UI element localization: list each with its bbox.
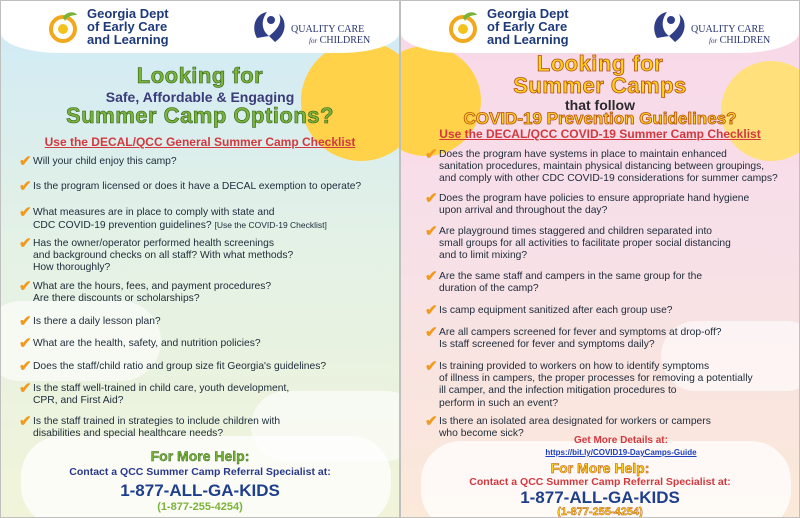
- checkmark-icon: ✔: [425, 413, 438, 430]
- checkmark-icon: ✔: [19, 335, 32, 352]
- help-phone-numeric[interactable]: (1-877-255-4254): [157, 501, 243, 513]
- decal-logo-text: Georgia Dept of Early Care and Learning: [87, 6, 169, 47]
- qcc-logo-text: QUALITY CARE for CHILDREN: [691, 24, 771, 46]
- checklist-note: [Use the COVID-19 Checklist]: [214, 220, 327, 231]
- details-title: Get More Details at:: [574, 435, 668, 446]
- help-title: For More Help:: [550, 460, 650, 476]
- checkmark-icon: ✔: [19, 413, 32, 430]
- checklist-item: ✔ Does the staff/child ratio and group size fit Georgia's guidelines?: [19, 358, 327, 375]
- checklist-item: ✔ Is there an isolated area designated for workers or campers who become sick?: [425, 413, 711, 440]
- headline-line-2: Safe, Affordable & Engaging: [105, 89, 295, 105]
- checklist-item: ✔ What are the hours, fees, and payment procedures? Are there discounts or scholarships?: [19, 278, 272, 305]
- help-phone[interactable]: 1-877-ALL-GA-KIDS: [520, 488, 680, 507]
- checklist-title: Use the DECAL/QCC General Summer Camp Checklist: [44, 135, 356, 149]
- checkmark-icon: ✔: [425, 268, 438, 285]
- checklist-item: ✔ Does the program have policies to ensure appropriate hand hygiene upon arrival and throughout the day?: [425, 190, 750, 217]
- decal-logo-icon: [447, 9, 483, 45]
- checklist: [425, 146, 795, 449]
- checkmark-icon: ✔: [425, 223, 438, 240]
- checkmark-icon: ✔: [425, 190, 438, 207]
- checkmark-icon: ✔: [425, 358, 438, 375]
- checkmark-icon: ✔: [19, 358, 32, 375]
- checkmark-icon: ✔: [19, 235, 32, 252]
- headline-line-3: that follow: [565, 97, 635, 113]
- checkmark-icon: ✔: [19, 313, 32, 330]
- checklist-item: ✔ Is the program licensed or does it have a DECAL exemption to operate?: [19, 178, 362, 195]
- checkmark-icon: ✔: [19, 380, 32, 397]
- checklist-item: ✔ Has the owner/operator performed health screenings and background checks on all staff? With what methods? How thoroughly?: [19, 235, 294, 274]
- headline-line-1: Looking for: [536, 51, 664, 76]
- checklist-item: ✔ Are the same staff and campers in the same group for the duration of the camp?: [425, 268, 703, 295]
- checklist: [19, 153, 399, 456]
- checklist-item: ✔ Is the staff trained in strategies to include children with disabilities and special healthcare needs?: [19, 413, 281, 440]
- help-contact: Contact a QCC Summer Camp Referral Specialist at:: [69, 466, 331, 478]
- qcc-logo-icon: [249, 8, 289, 46]
- checkmark-icon: ✔: [19, 178, 32, 195]
- checklist-item: ✔ Is there a daily lesson plan?: [19, 313, 161, 330]
- help-phone-numeric[interactable]: (1-877-255-4254): [557, 506, 643, 518]
- checklist-item: ✔ Are all campers screened for fever and symptoms at drop-off? Is staff screened for fever and symptoms daily?: [425, 324, 722, 351]
- decal-logo-icon: [47, 9, 83, 45]
- checklist-item: ✔ What are the health, safety, and nutrition policies?: [19, 335, 261, 352]
- checklist-item: ✔ Is camp equipment sanitized after each group use?: [425, 302, 673, 319]
- help-contact: Contact a QCC Summer Camp Referral Specialist at:: [469, 476, 731, 488]
- checklist-item: ✔ Is the staff well-trained in child care, youth development, CPR, and First Aid?: [19, 380, 290, 407]
- checklist-item: ✔ Will your child enjoy this camp?: [19, 153, 177, 170]
- covid-checklist-flyer: [400, 0, 800, 518]
- checklist-title: Use the DECAL/QCC COVID-19 Summer Camp Checklist: [439, 127, 761, 141]
- checkmark-icon: ✔: [19, 204, 32, 221]
- headline-line-4: COVID-19 Prevention Guidelines?: [463, 109, 737, 128]
- details-link[interactable]: https://bit.ly/COVID19-DayCamps-Guide: [545, 448, 697, 457]
- decal-logo-text: Georgia Dept of Early Care and Learning: [487, 6, 569, 47]
- headline-line-3: Summer Camp Options?: [66, 103, 334, 128]
- headline-line-1: Looking for: [136, 63, 264, 88]
- checkmark-icon: ✔: [425, 302, 438, 319]
- checkmark-icon: ✔: [19, 278, 32, 295]
- help-phone[interactable]: 1-877-ALL-GA-KIDS: [120, 481, 280, 500]
- checkmark-icon: ✔: [425, 146, 438, 163]
- qcc-logo-icon: [649, 8, 689, 46]
- checkmark-icon: ✔: [425, 324, 438, 341]
- checklist-item: ✔ What measures are in place to comply with state and CDC COVID-19 prevention guidelines? [Use the COVID-19 Checklist]: [19, 204, 327, 232]
- help-title: For More Help:: [150, 448, 250, 464]
- checkmark-icon: ✔: [19, 153, 32, 170]
- checklist-item: ✔ Is training provided to workers on how to identify symptoms of illness in campers, the proper processes for removing a potentially ill camper, and the infection mitigation procedures to perform in such an event?: [425, 358, 753, 409]
- checklist-item: ✔ Are playground times staggered and children separated into small groups for all activities to facilitate proper social distancing and to limit mixing?: [425, 223, 731, 262]
- headline-line-2: Summer Camps: [513, 73, 687, 98]
- qcc-logo-text: QUALITY CARE for CHILDREN: [291, 24, 371, 46]
- checklist-item: ✔ Does the program have systems in place to maintain enhanced sanitation procedures, maintain physical distancing between groupings, and comply with other CDC COVID-19 considerations for summer camps?: [425, 146, 778, 185]
